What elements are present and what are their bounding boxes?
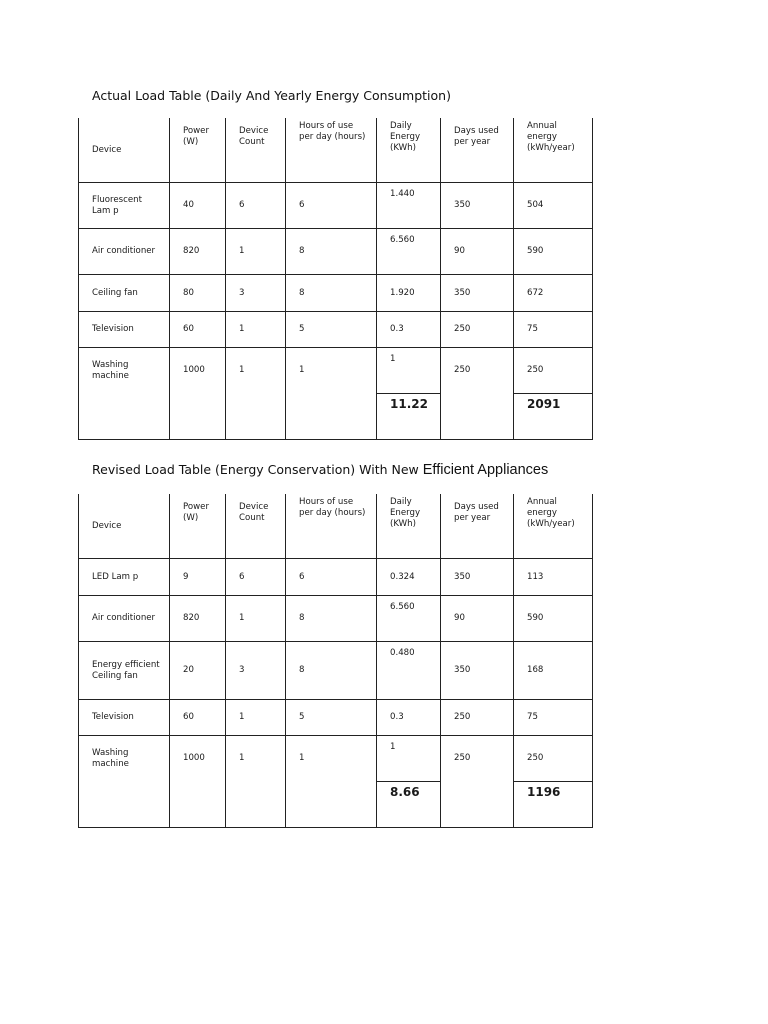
cell-daily-energy: 1.920 [377, 275, 441, 312]
cell-daily-energy: 6.560 [377, 596, 441, 642]
table-row [79, 183, 593, 229]
column-header-device-count: Device Count [226, 118, 286, 183]
cell-daily-energy: 0.324 [377, 559, 441, 596]
cell-annual: 590 [514, 596, 593, 642]
table-row [79, 700, 593, 736]
cell-annual: 590 [514, 229, 593, 275]
cell-power: 20 [170, 642, 226, 700]
cell-count: 1 [226, 700, 286, 736]
column-header-daily-energy: Daily Energy (KWh) [377, 118, 441, 183]
cell-device: Ceiling fan [79, 275, 170, 312]
cell-hours: 5 [286, 312, 377, 348]
column-header-days-used: Days used per year [441, 118, 514, 183]
cell-hours: 5 [286, 700, 377, 736]
table-1-title: Actual Load Table (Daily And Yearly Energy Consumption) [92, 88, 451, 103]
column-header-daily-energy: Daily Energy (KWh) [377, 494, 441, 559]
cell-days: 90 [441, 596, 514, 642]
table-header-row [79, 494, 593, 559]
table-2-title-tail: Efficient Appliances [422, 462, 549, 478]
table-row [79, 596, 593, 642]
cell-power: 40 [170, 183, 226, 229]
cell-days: 250 [441, 700, 514, 736]
column-header-device-count: Device Count [226, 494, 286, 559]
cell-hours: 8 [286, 275, 377, 312]
column-header-power: Power (W) [170, 118, 226, 183]
cell-count: 1 [226, 596, 286, 642]
cell-days: 250 [441, 736, 514, 782]
totals-row [79, 782, 593, 828]
column-header-hours: Hours of use per day (hours) [286, 118, 377, 183]
column-header-hours: Hours of use per day (hours) [286, 494, 377, 559]
cell-daily-energy: 0.3 [377, 312, 441, 348]
table-row [79, 642, 593, 700]
cell-power: 820 [170, 596, 226, 642]
cell-days: 350 [441, 183, 514, 229]
table-row [79, 559, 593, 596]
cell-annual: 113 [514, 559, 593, 596]
cell-device: Air conditioner [79, 229, 170, 275]
cell-hours: 1 [286, 736, 377, 782]
cell-power: 1000 [170, 348, 226, 394]
cell-count: 3 [226, 275, 286, 312]
column-header-annual-energy: Annual energy (kWh/year) [514, 118, 593, 183]
total-daily-energy: 8.66 [377, 782, 441, 828]
table-2-title-main: Revised Load Table (Energy Conservation) With New [92, 462, 419, 477]
cell-days: 90 [441, 229, 514, 275]
table-row [79, 312, 593, 348]
column-header-device: Device [79, 494, 170, 559]
table-2-title [92, 462, 548, 478]
table-row [79, 275, 593, 312]
cell-device: Energy efficient Ceiling fan [79, 642, 170, 700]
column-header-power: Power (W) [170, 494, 226, 559]
cell-power: 60 [170, 312, 226, 348]
cell-days: 250 [441, 312, 514, 348]
cell-device: LED Lam p [79, 559, 170, 596]
cell-annual: 504 [514, 183, 593, 229]
cell-daily-energy: 1 [377, 736, 441, 782]
cell-daily-energy: 0.480 [377, 642, 441, 700]
cell-power: 1000 [170, 736, 226, 782]
cell-count: 1 [226, 736, 286, 782]
cell-power: 9 [170, 559, 226, 596]
column-header-device: Device [79, 118, 170, 183]
table-row [79, 736, 593, 782]
cell-count: 6 [226, 559, 286, 596]
cell-annual: 75 [514, 700, 593, 736]
cell-device: Television [79, 700, 170, 736]
cell-power: 80 [170, 275, 226, 312]
cell-annual: 168 [514, 642, 593, 700]
table-row [79, 348, 593, 394]
cell-daily-energy: 1 [377, 348, 441, 394]
actual-load-table [78, 118, 593, 440]
cell-hours: 8 [286, 596, 377, 642]
cell-annual: 672 [514, 275, 593, 312]
cell-days: 350 [441, 559, 514, 596]
cell-daily-energy: 6.560 [377, 229, 441, 275]
total-annual-energy: 1196 [514, 782, 593, 828]
totals-row [79, 394, 593, 440]
cell-count: 6 [226, 183, 286, 229]
cell-count: 1 [226, 348, 286, 394]
cell-annual: 250 [514, 348, 593, 394]
total-annual-energy: 2091 [514, 394, 593, 440]
cell-hours: 6 [286, 559, 377, 596]
cell-device: Television [79, 312, 170, 348]
column-header-days-used: Days used per year [441, 494, 514, 559]
cell-count: 1 [226, 229, 286, 275]
cell-power: 820 [170, 229, 226, 275]
cell-hours: 6 [286, 183, 377, 229]
cell-device: Fluorescent Lam p [79, 183, 170, 229]
cell-count: 1 [226, 312, 286, 348]
cell-hours: 8 [286, 229, 377, 275]
cell-annual: 250 [514, 736, 593, 782]
column-header-annual-energy: Annual energy (kWh/year) [514, 494, 593, 559]
cell-count: 3 [226, 642, 286, 700]
cell-days: 350 [441, 642, 514, 700]
cell-hours: 1 [286, 348, 377, 394]
cell-hours: 8 [286, 642, 377, 700]
cell-device: Air conditioner [79, 596, 170, 642]
cell-days: 250 [441, 348, 514, 394]
cell-power: 60 [170, 700, 226, 736]
table-header-row [79, 118, 593, 183]
cell-daily-energy: 0.3 [377, 700, 441, 736]
cell-daily-energy: 1.440 [377, 183, 441, 229]
total-daily-energy: 11.22 [377, 394, 441, 440]
revised-load-table [78, 494, 593, 828]
table-row [79, 229, 593, 275]
cell-days: 350 [441, 275, 514, 312]
cell-annual: 75 [514, 312, 593, 348]
cell-device: Washing machine [79, 348, 170, 394]
cell-device: Washing machine [79, 736, 170, 782]
